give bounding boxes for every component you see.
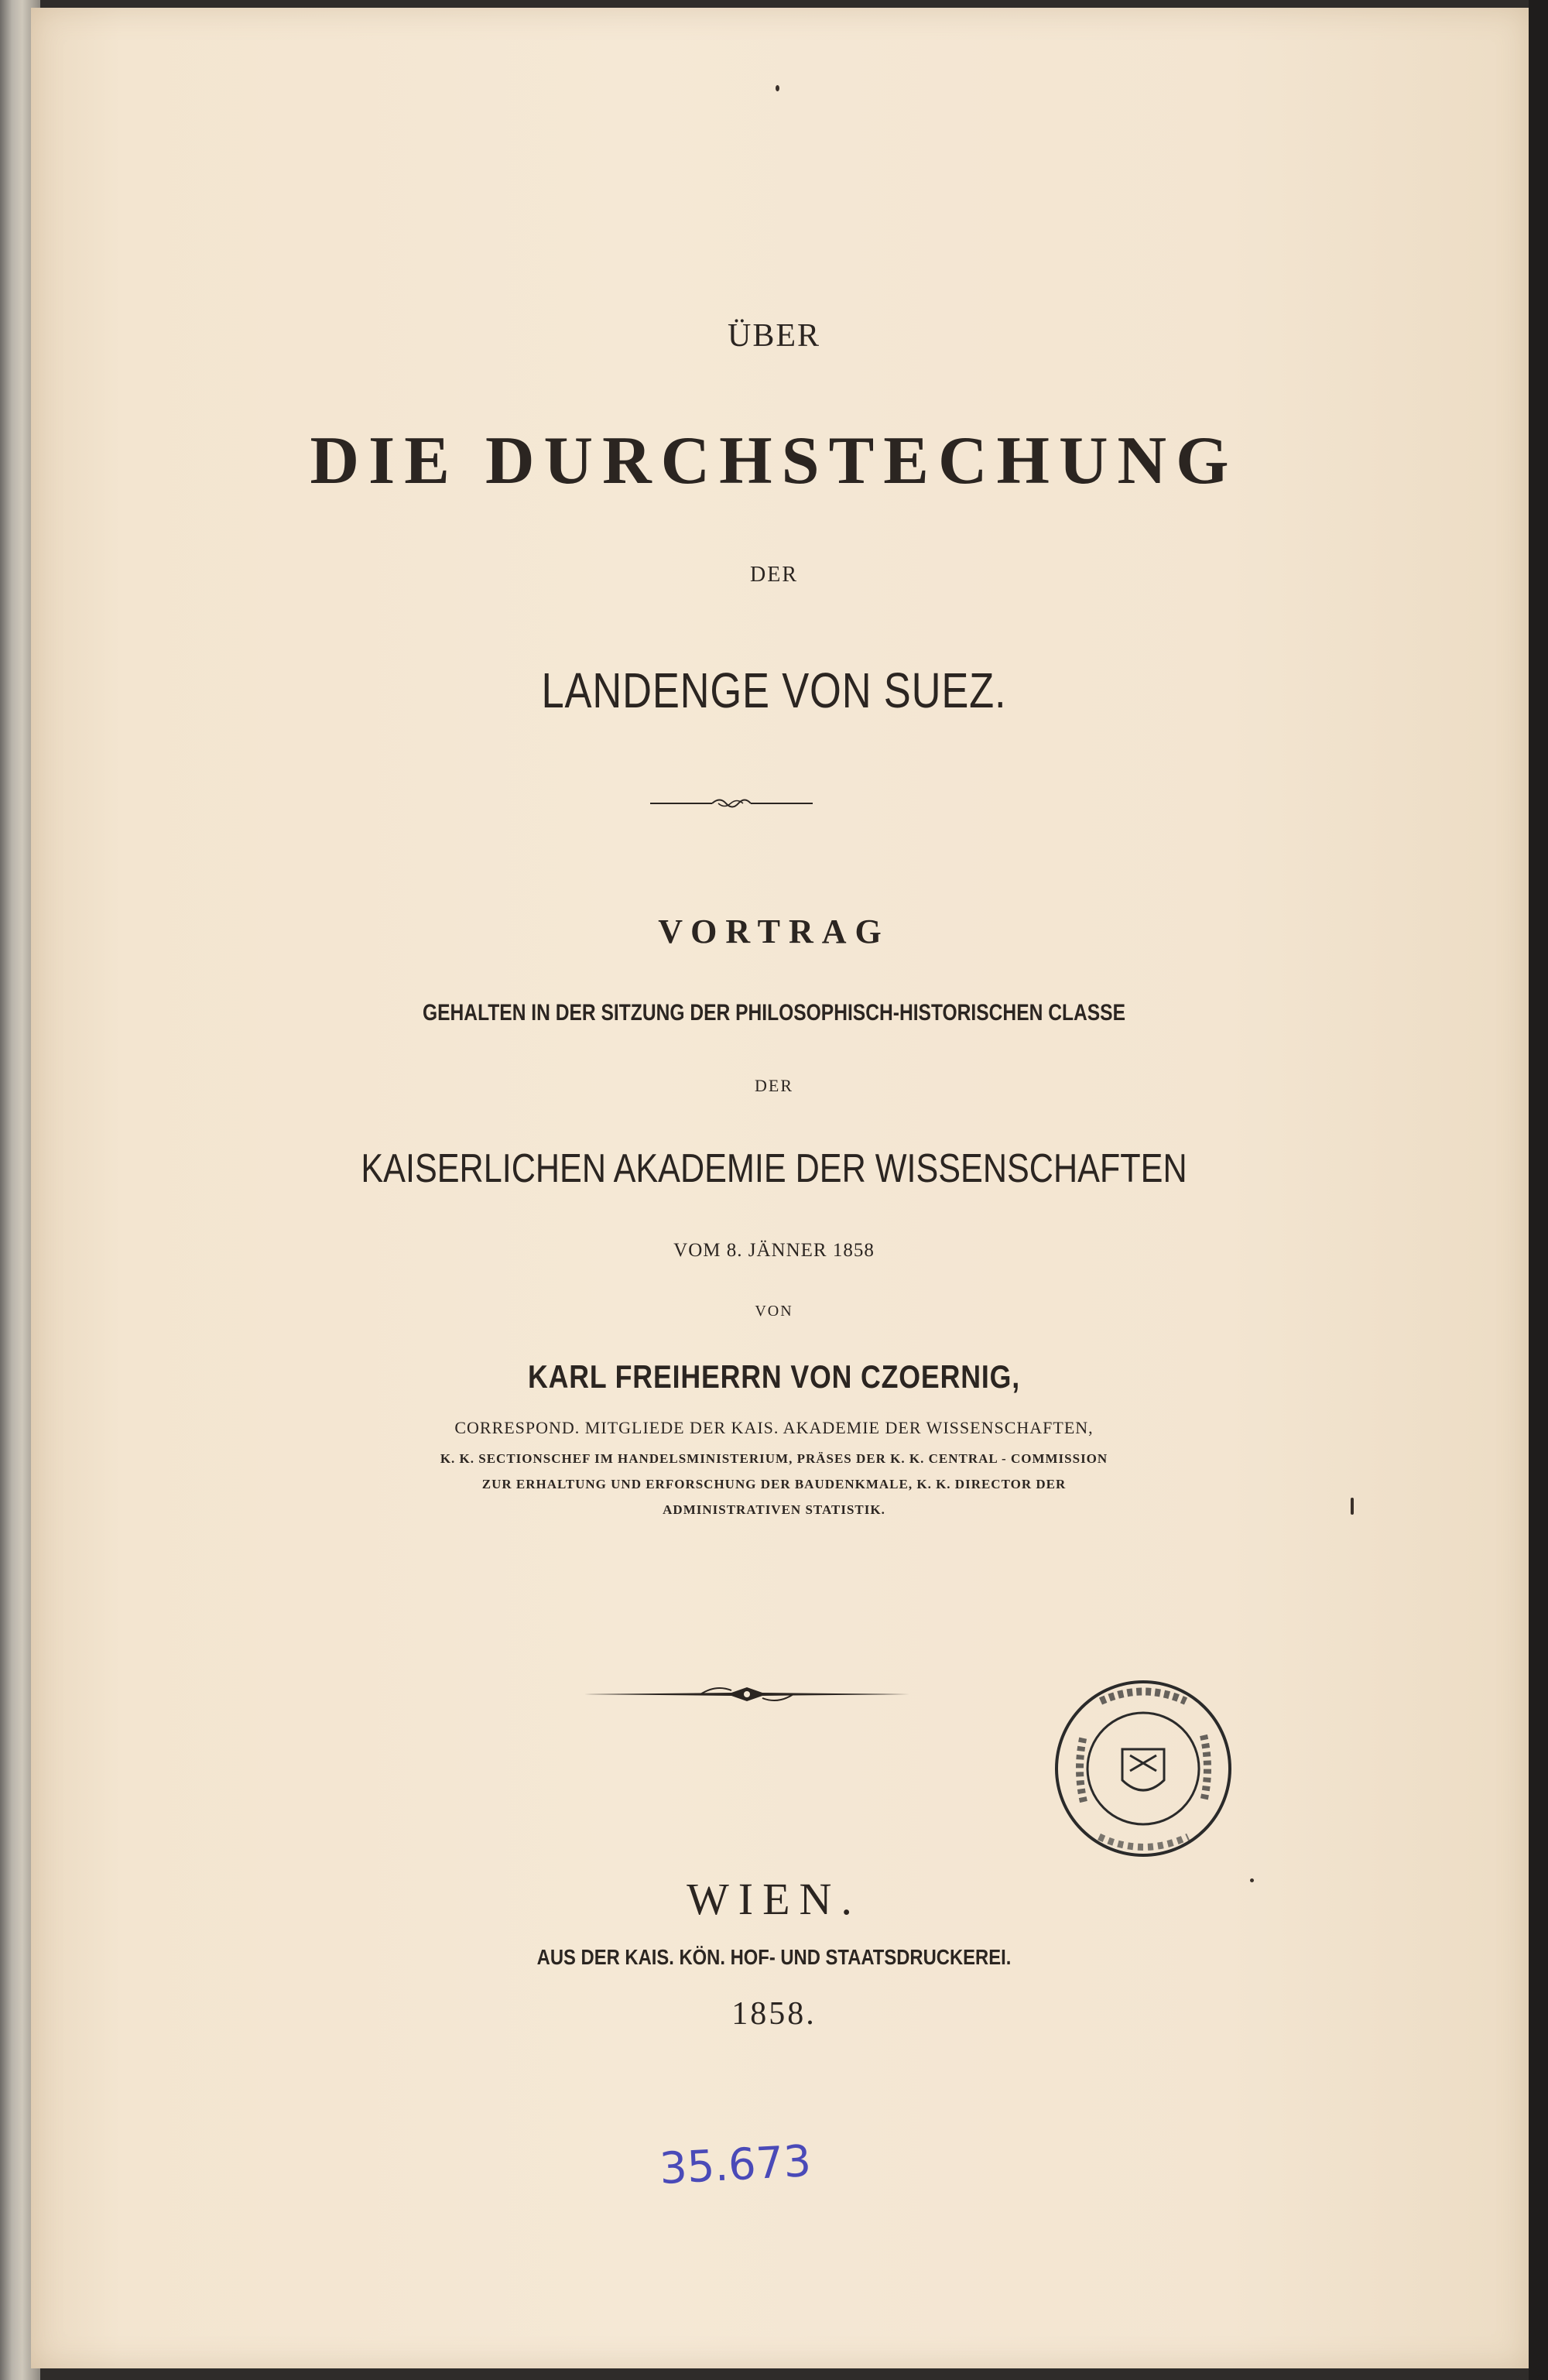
session-article: DER bbox=[755, 1076, 793, 1095]
date-line: VOM 8. JÄNNER 1858 bbox=[673, 1240, 875, 1261]
subtitle: LANDENGE VON SUEZ. bbox=[541, 663, 1007, 718]
handwritten-inventory-number: 35.673 bbox=[658, 2135, 813, 2195]
imprint-city: WIEN. bbox=[687, 1874, 861, 1924]
imprint-printer: AUS DER KAIS. KÖN. HOF- UND STAATSDRUCKEREI. bbox=[536, 1945, 1012, 1969]
by-line: VON bbox=[755, 1303, 793, 1320]
imprint-year: 1858. bbox=[731, 1996, 817, 2032]
museum-stamp-icon bbox=[1053, 1678, 1235, 1860]
ornament-rule-icon bbox=[584, 1681, 909, 1707]
author-title-3: ZUR ERHALTUNG UND ERFORSCHUNG DER BAUDENKMALE, K. K. DIRECTOR DER bbox=[481, 1477, 1067, 1491]
lecture-heading: VORTRAG bbox=[658, 913, 890, 950]
author-title-1: CORRESPOND. MITGLIEDE DER KAIS. AKADEMIE DER WISSENSCHAFTEN, bbox=[454, 1418, 1094, 1437]
title-preposition: ÜBER bbox=[727, 318, 820, 354]
academy-name: KAISERLICHEN AKADEMIE DER WISSENSCHAFTEN bbox=[361, 1146, 1187, 1191]
author-name: KARL FREIHERRN VON CZOERNIG, bbox=[527, 1358, 1021, 1395]
session-line: GEHALTEN IN DER SITZUNG DER PHILOSOPHISCH-HISTORISCHEN CLASSE bbox=[423, 1000, 1125, 1026]
title-article: DER bbox=[750, 563, 798, 587]
ornament-divider-icon bbox=[650, 793, 813, 813]
paper-speck bbox=[1351, 1498, 1354, 1515]
author-title-4: ADMINISTRATIVEN STATISTIK. bbox=[663, 1502, 885, 1517]
author-title-2: K. K. SECTIONSCHEF IM HANDELSMINISTERIUM, PRÄSES DER K. K. CENTRAL - COMMISSION bbox=[440, 1451, 1108, 1466]
paper-speck bbox=[1250, 1878, 1254, 1882]
paper-speck bbox=[776, 85, 779, 91]
main-title: DIE DURCHSTECHUNG bbox=[310, 423, 1238, 498]
